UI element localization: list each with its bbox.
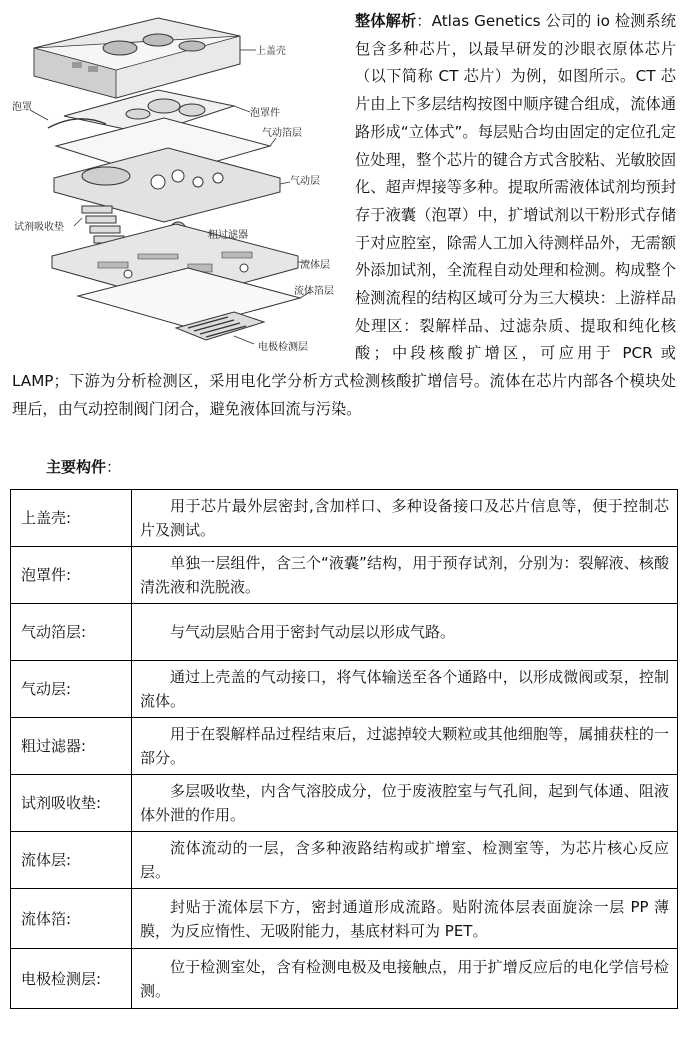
analysis-heading: 整体解析 xyxy=(355,12,417,30)
component-name: 上盖壳: xyxy=(11,490,132,547)
label-pneumatic-foil: 气动箔层 xyxy=(262,128,302,139)
table-row xyxy=(11,949,678,1009)
label-blister: 泡罩 xyxy=(12,102,32,113)
label-pneumatic-layer: 气动层 xyxy=(290,176,320,187)
component-name: 气动箔层: xyxy=(11,604,132,661)
table-row xyxy=(11,832,678,889)
component-name: 流体层: xyxy=(11,832,132,889)
component-desc: 与气动层贴合用于密封气动层以形成气路。 xyxy=(132,604,678,661)
component-name: 流体箔: xyxy=(11,889,132,949)
label-top-cover: 上盖壳 xyxy=(256,46,286,57)
label-electrode-layer: 电极检测层 xyxy=(258,342,308,353)
table-row xyxy=(11,604,678,661)
table-row xyxy=(11,661,678,718)
table-row xyxy=(11,547,678,604)
component-desc: 通过上壳盖的气动接口，将气体输送至各个通路中，以形成微阀或泵，控制流体。 xyxy=(132,661,678,718)
analysis-text: Atlas Genetics 公司的 io 检测系统包含多种芯片，以最早研发的沙眼衣原体芯片（以下简称 CT 芯片）为例，如图所示。CT 芯片由上下多层结构按图中顺序键合组成，流体通路形成“立体式”。每层贴合均由固定的定位孔定位处理，整个芯片的键合方式含胶粘、光敏胶固化、超声焊接等多种。提取所需液体试剂均预封存于液囊（泡罩）中，扩增试剂以干粉形式存储于对应腔室，除需人工加入待测样品外，无需额外添加试剂，全流程自动处理和检测。构成整个检测流程的结构区域可分为三大模块：上游样品处理区：裂解样品、过滤杂质、提取和纯化核酸；中段核酸扩增区，可应用于 PCR 或 LAMP；下游为分析检测区，采用电化学分析方式检测核酸扩增信号。流体在芯片内部各个模块处理后，由气动控制阀门闭合，避免液体回流与污染。 xyxy=(12,12,677,418)
component-desc: 流体流动的一层，含多种液路结构或扩增室、检测室等，为芯片核心反应层。 xyxy=(132,832,678,889)
component-name: 气动层: xyxy=(11,661,132,718)
component-desc: 用于芯片最外层密封,含加样口、多种设备接口及芯片信息等，便于控制芯片及测试。 xyxy=(132,490,678,547)
component-name: 电极检测层: xyxy=(11,949,132,1009)
label-blister-part: 泡罩件 xyxy=(250,108,280,119)
components-heading xyxy=(46,456,121,477)
label-coarse-filter: 粗过滤器 xyxy=(208,230,248,241)
component-desc: 用于在裂解样品过程结束后，过滤掉较大颗粒或其他细胞等，属捕获柱的一部分。 xyxy=(132,718,678,775)
component-name: 粗过滤器: xyxy=(11,718,132,775)
component-desc: 多层吸收垫，内含气溶胶成分，位于废液腔室与气孔间，起到气体通、阻液体外泄的作用。 xyxy=(132,775,678,832)
component-desc: 封贴于流体层下方，密封通道形成流路。贴附流体层表面旋涂一层 PP 薄膜，为反应惰性、无吸附能力，基底材料可为 PET。 xyxy=(132,889,678,949)
component-desc: 单独一层组件，含三个“液囊”结构，用于预存试剂，分别为：裂解液、核酸清洗液和洗脱液。 xyxy=(132,547,678,604)
table-row xyxy=(11,718,678,775)
table-row xyxy=(11,490,678,547)
components-title: 主要构件 xyxy=(46,458,107,476)
overall-analysis xyxy=(12,8,676,424)
label-reagent-pad: 试剂吸收垫 xyxy=(14,222,64,233)
label-fluidic-layer: 流体层 xyxy=(300,260,330,271)
label-fluidic-foil: 流体箔层 xyxy=(294,286,334,297)
component-desc: 位于检测室处，含有检测电极及电接触点，用于扩增反应后的电化学信号检测。 xyxy=(132,949,678,1009)
component-name: 试剂吸收垫: xyxy=(11,775,132,832)
table-row xyxy=(11,775,678,832)
component-name: 泡罩件: xyxy=(11,547,132,604)
analysis-colon: ： xyxy=(416,12,432,30)
figure-spacer xyxy=(12,8,355,360)
table-row xyxy=(11,889,678,949)
components-colon: ： xyxy=(106,458,122,476)
components-table xyxy=(10,489,678,1009)
